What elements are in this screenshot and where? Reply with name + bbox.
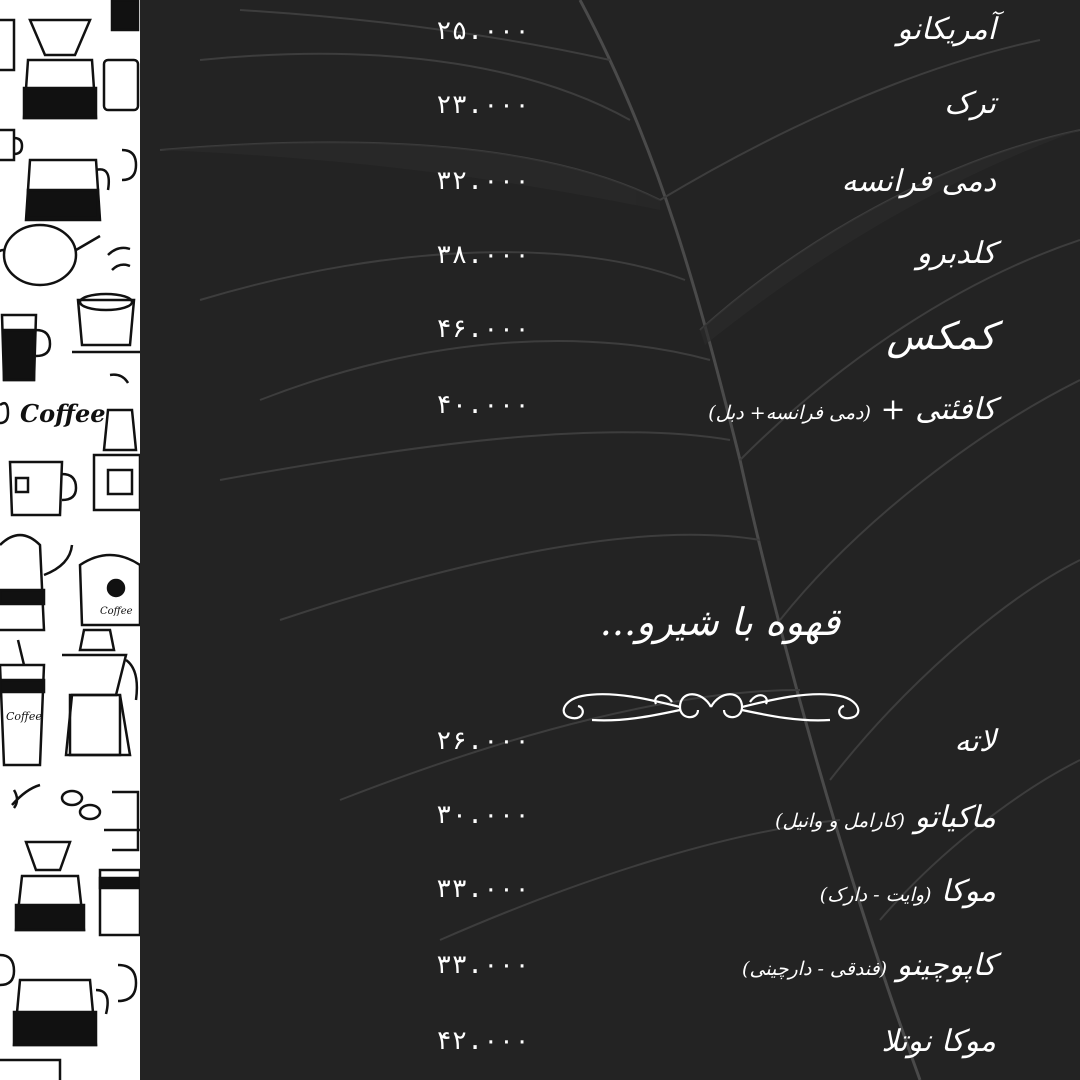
price-turkish: ۲۳.۰۰۰ bbox=[436, 90, 530, 120]
cup-icon bbox=[0, 130, 22, 160]
item-macchiato-note: (کارامل و وانیل) bbox=[775, 810, 905, 832]
item-turkish: ترک bbox=[944, 86, 996, 121]
item-caffeine-plus bbox=[556, 392, 996, 427]
item-americano: آمریکانو bbox=[897, 12, 996, 47]
leaf-icon bbox=[12, 785, 40, 808]
item-cold-brew: کلدبرو bbox=[916, 236, 996, 271]
price-latte: ۲۶.۰۰۰ bbox=[436, 726, 530, 756]
item-mocha-nutella: موکا نوتلا bbox=[881, 1024, 996, 1059]
price-mocha-nutella: ۴۲.۰۰۰ bbox=[436, 1026, 530, 1056]
price-cappuccino: ۳۳.۰۰۰ bbox=[436, 950, 530, 980]
item-mocha-name: موکا bbox=[941, 874, 996, 909]
price-americano: ۲۵.۰۰۰ bbox=[436, 16, 530, 46]
price-cold-brew: ۳۸.۰۰۰ bbox=[436, 240, 530, 270]
bag-label: Coffee bbox=[100, 606, 133, 617]
menu-panel bbox=[140, 0, 1080, 1080]
item-chemex: کمکس bbox=[886, 314, 996, 358]
section-heading-milk-coffee: قهوه با شیرو... bbox=[599, 600, 841, 644]
item-latte: لاته bbox=[954, 724, 996, 759]
coffee-bean-icon bbox=[62, 791, 82, 805]
jar-icon bbox=[104, 60, 138, 110]
price-caffeine-plus: ۴۰.۰۰۰ bbox=[436, 390, 530, 420]
item-caffeine-plus-name: کافئتی + bbox=[880, 392, 996, 427]
cup-label: Coffee bbox=[6, 710, 42, 723]
latte-cup-icon bbox=[72, 300, 140, 352]
item-cappuccino bbox=[556, 948, 996, 983]
item-mocha-note: (وایت - دارک) bbox=[819, 884, 932, 906]
teapot-icon bbox=[4, 225, 76, 285]
mug-icon bbox=[10, 462, 76, 515]
item-french-press: دمی فرانسه bbox=[841, 164, 996, 199]
price-mocha: ۳۳.۰۰۰ bbox=[436, 874, 530, 904]
coffee-doodles-icon bbox=[0, 0, 140, 1080]
item-cappuccino-note: (فندقی - دارچینی) bbox=[742, 958, 888, 980]
coffee-illustration-strip bbox=[0, 0, 140, 1080]
item-mocha bbox=[556, 874, 996, 909]
palm-leaf-background-icon bbox=[140, 0, 1080, 1080]
price-chemex: ۴۶.۰۰۰ bbox=[436, 314, 530, 344]
coffee-word: Coffee bbox=[20, 399, 106, 428]
item-macchiato-name: ماکیاتو bbox=[914, 800, 996, 835]
item-macchiato bbox=[556, 800, 996, 835]
price-macchiato: ۳۰.۰۰۰ bbox=[436, 800, 530, 830]
price-french-press: ۳۲.۰۰۰ bbox=[436, 166, 530, 196]
item-caffeine-plus-note: (دمی فرانسه+ دبل) bbox=[708, 402, 871, 424]
item-cappuccino-name: کاپوچینو bbox=[896, 948, 996, 983]
gooseneck-kettle-icon bbox=[0, 535, 72, 630]
